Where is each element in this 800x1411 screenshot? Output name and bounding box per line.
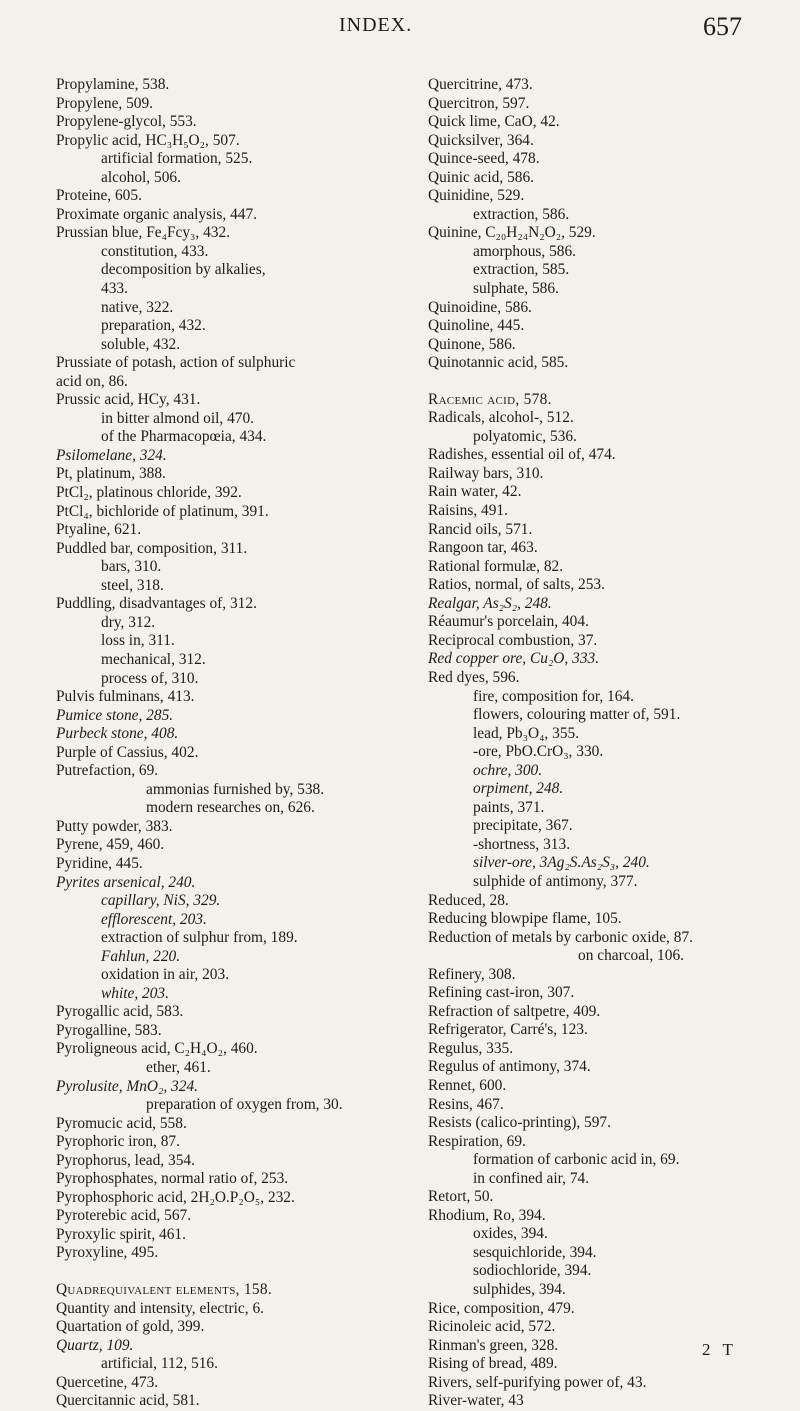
section-gap (428, 373, 784, 391)
index-entry: Reduction of metals by carbonic oxide, 87. (428, 928, 693, 946)
index-subentry: ochre, 300. (473, 761, 543, 779)
index-entry: Refining cast-iron, 307. (428, 984, 575, 1002)
index-subentry: in bitter almond oil, 470. (101, 409, 255, 427)
index-subentry: silver-ore, 3Ag₂S.As₂S₃, 240. (473, 854, 650, 872)
index-entry: Respiration, 69. (428, 1132, 526, 1150)
index-entry: Ratios, normal, of salts, 253. (428, 576, 605, 594)
index-subentry: fire, composition for, 164. (473, 687, 634, 705)
index-entry: PtCl₂, platinous chloride, 392. (56, 484, 242, 502)
index-subentry: -ore, PbO.CrO₃, 330. (473, 743, 604, 761)
index-subentry: flowers, colouring matter of, 591. (473, 706, 681, 724)
index-subentry: artificial formation, 525. (101, 150, 253, 168)
index-subentry: modern researches on, 626. (146, 799, 315, 817)
index-subentry: oxidation in air, 203. (101, 966, 230, 984)
index-subentry: decomposition by alkalies, (101, 261, 266, 279)
index-subentry: paints, 371. (473, 798, 545, 816)
index-entry: Rising of bread, 489. (428, 1355, 558, 1373)
index-entry: Quince-seed, 478. (428, 150, 540, 168)
index-entry: Puddling, disadvantages of, 312. (56, 595, 257, 613)
index-entry: Rinman's green, 328. (428, 1336, 559, 1354)
index-entry: Prussiate of potash, action of sulphuric (56, 354, 296, 372)
index-entry: Reciprocal combustion, 37. (428, 631, 598, 649)
index-subentry: Fahlun, 220. (101, 947, 181, 965)
index-entry: Regulus, 335. (428, 1039, 514, 1057)
index-entry: Pyroligneous acid, C₂H₄O₂, 460. (56, 1040, 258, 1058)
index-entry: Propylene-glycol, 553. (56, 113, 197, 131)
index-entry: Quinic acid, 586. (428, 168, 534, 186)
index-entry: Pyroterebic acid, 567. (56, 1207, 192, 1225)
index-entry: Proximate organic analysis, 447. (56, 205, 258, 223)
index-entry: Red dyes, 596. (428, 668, 520, 686)
index-entry: Quartation of gold, 399. (56, 1318, 205, 1336)
index-subentry: formation of carbonic acid in, 69. (473, 1151, 680, 1169)
index-entry: Ricinoleic acid, 572. (428, 1318, 556, 1336)
index-entry: Refrigerator, Carré's, 123. (428, 1021, 588, 1039)
index-entry: Pyrophorus, lead, 354. (56, 1151, 195, 1169)
index-entry: Rangoon tar, 463. (428, 539, 538, 557)
index-entry: Rice, composition, 479. (428, 1299, 575, 1317)
index-entry: Quadrequivalent elements, 158. (56, 1281, 273, 1298)
index-entry: Quercetine, 473. (56, 1373, 159, 1391)
index-entry: Proteine, 605. (56, 187, 142, 205)
index-entry: Pyroxylic spirit, 461. (56, 1225, 186, 1243)
index-entry: Quercitron, 597. (428, 94, 530, 112)
index-subentry: amorphous, 586. (473, 242, 577, 260)
index-subentry: sulphide of antimony, 377. (473, 872, 638, 890)
index-entry: Quinidine, 529. (428, 187, 525, 205)
index-entry: Refraction of saltpetre, 409. (428, 1002, 601, 1020)
index-entry: Quinoidine, 586. (428, 298, 532, 316)
index-entry: Prussic acid, HCy, 431. (56, 391, 201, 409)
index-entry: Quinone, 586. (428, 335, 516, 353)
index-entry: Pyrene, 459, 460. (56, 836, 165, 854)
index-entry: Radicals, alcohol-, 512. (428, 409, 574, 427)
index-entry: Rivers, self-purifying power of, 43. (428, 1373, 647, 1391)
index-subentry: extraction, 585. (473, 261, 570, 279)
index-entry: Resins, 467. (428, 1095, 504, 1113)
index-entry: Pyrogallic acid, 583. (56, 1003, 184, 1021)
index-subentry: -shortness, 313. (473, 835, 571, 853)
index-entry: Rain water, 42. (428, 483, 522, 501)
index-subentry: lead, Pb₃O₄, 355. (473, 724, 580, 742)
index-entry: Red copper ore, Cu₂O, 333. (428, 650, 600, 668)
index-subentry: preparation of oxygen from, 30. (146, 1096, 343, 1114)
index-entry: Pt, platinum, 388. (56, 465, 166, 483)
index-entry: Propylamine, 538. (56, 76, 170, 93)
index-entry: Pumice stone, 285. (56, 706, 174, 724)
index-entry: Railway bars, 310. (428, 464, 544, 482)
index-subentry: white, 203. (101, 984, 169, 1002)
index-subentry: sodiochloride, 394. (473, 1262, 592, 1280)
index-subentry: polyatomic, 536. (473, 427, 577, 445)
index-entry: Reduced, 28. (428, 891, 509, 909)
index-entry: Pyrophosphoric acid, 2H₂O.P₂O₅, 232. (56, 1188, 295, 1206)
page-number: 657 (703, 12, 742, 41)
index-subentry: ammonias furnished by, 538. (146, 780, 325, 798)
index-entry: Quick lime, CaO, 42. (428, 113, 560, 131)
index-subentry: extraction of sulphur from, 189. (101, 929, 298, 947)
index-subentry: on charcoal, 106. (578, 947, 684, 965)
index-entry: Rational formulæ, 82. (428, 557, 564, 575)
index-subentry: dry, 312. (101, 613, 156, 631)
index-entry: Quercitrine, 473. (428, 76, 533, 93)
index-entry: Pyridine, 445. (56, 854, 143, 872)
index-subentry: constitution, 433. (101, 242, 209, 260)
index-entry: Réaumur's porcelain, 404. (428, 613, 589, 631)
index-subentry: extraction, 586. (473, 205, 570, 223)
index-entry: Quinoline, 445. (428, 317, 525, 335)
signature-mark: 2 T (702, 1340, 737, 1359)
index-entry: Ptyaline, 621. (56, 521, 142, 539)
section-gap (56, 1263, 396, 1281)
index-column-left (56, 76, 396, 1411)
index-subentry: ether, 461. (146, 1058, 211, 1076)
index-subentry: efflorescent, 203. (101, 910, 207, 928)
index-entry: Quicksilver, 364. (428, 131, 534, 149)
index-subentry: steel, 318. (101, 576, 164, 594)
index-entry: Pyrolusite, MnO₂, 324. (56, 1077, 198, 1095)
index-subentry: loss in, 311. (101, 632, 175, 650)
index-entry: Quinotannic acid, 585. (428, 354, 569, 372)
index-entry: Purbeck stone, 408. (56, 725, 179, 743)
index-entry: Pyromucic acid, 558. (56, 1114, 187, 1132)
index-entry: Quercitannic acid, 581. (56, 1392, 200, 1410)
index-entry: Rhodium, Ro, 394. (428, 1206, 546, 1224)
index-subentry: capillary, NiS, 329. (101, 892, 221, 910)
index-subentry: mechanical, 312. (101, 650, 206, 668)
index-entry: Putrefaction, 69. (56, 762, 159, 780)
index-subentry: native, 322. (101, 298, 174, 316)
page-header (0, 14, 800, 54)
index-entry: Racemic acid, 578. (428, 390, 552, 408)
index-entry: River-water, 43 (428, 1392, 524, 1410)
index-entry: Retort, 50. (428, 1188, 494, 1206)
index-subentry: alcohol, 506. (101, 168, 181, 186)
index-subentry: 433. (101, 280, 128, 298)
index-subentry: in confined air, 74. (473, 1169, 590, 1187)
index-entry: Rancid oils, 571. (428, 520, 533, 538)
index-entry: Psilomelane, 324. (56, 446, 167, 464)
index-subentry: orpiment, 248. (473, 780, 564, 798)
index-subentry: artificial, 112, 516. (101, 1355, 218, 1373)
index-entry: Pyroxyline, 495. (56, 1244, 159, 1262)
index-subentry: oxides, 394. (473, 1225, 548, 1243)
index-entry: Refinery, 308. (428, 965, 516, 983)
index-subentry: sesquichloride, 394. (473, 1243, 597, 1261)
index-subentry: sulphides, 394. (473, 1281, 566, 1298)
index-column-right (428, 76, 784, 1411)
running-title: INDEX. (339, 14, 413, 36)
index-subentry: preparation, 432. (101, 317, 206, 335)
index-entry: Raisins, 491. (428, 502, 508, 520)
index-entry: Pyrites arsenical, 240. (56, 873, 196, 891)
index-entry: Pyrophoric iron, 87. (56, 1133, 180, 1151)
index-subentry: sulphate, 586. (473, 280, 559, 298)
index-entry: Radishes, essential oil of, 474. (428, 446, 616, 464)
index-entry: Puddled bar, composition, 311. (56, 539, 248, 557)
index-subentry: precipitate, 367. (473, 817, 573, 835)
index-entry: PtCl₄, bichloride of platinum, 391. (56, 502, 269, 520)
index-entry: Quantity and intensity, electric, 6. (56, 1299, 264, 1317)
index-entry: Quinine, C₂₀H₂₄N₂O₂, 529. (428, 224, 596, 242)
index-entry: Pulvis fulminans, 413. (56, 688, 195, 706)
index-subentry: bars, 310. (101, 558, 162, 576)
index-entry: Propylene, 509. (56, 94, 154, 112)
index-entry: Resists (calico-printing), 597. (428, 1114, 611, 1132)
index-entry: Pyrogalline, 583. (56, 1021, 162, 1039)
index-entry: Quartz, 109. (56, 1336, 134, 1354)
index-entry: Prussian blue, Fe₄Fcy₃, 432. (56, 224, 231, 242)
index-entry: Putty powder, 383. (56, 817, 173, 835)
index-entry: Purple of Cassius, 402. (56, 743, 199, 761)
index-entry: Propylic acid, HC₃H₅O₂, 507. (56, 131, 240, 149)
index-subentry: of the Pharmacopœia, 434. (101, 428, 267, 446)
index-entry: acid on, 86. (56, 372, 128, 390)
index-entry: Pyrophosphates, normal ratio of, 253. (56, 1170, 289, 1188)
index-entry: Realgar, As₂S₂, 248. (428, 594, 552, 612)
index-entry: Rennet, 600. (428, 1076, 507, 1094)
index-subentry: process of, 310. (101, 669, 199, 687)
index-entry: Reducing blowpipe flame, 105. (428, 910, 622, 928)
index-entry: Regulus of antimony, 374. (428, 1058, 591, 1076)
index-subentry: soluble, 432. (101, 335, 181, 353)
